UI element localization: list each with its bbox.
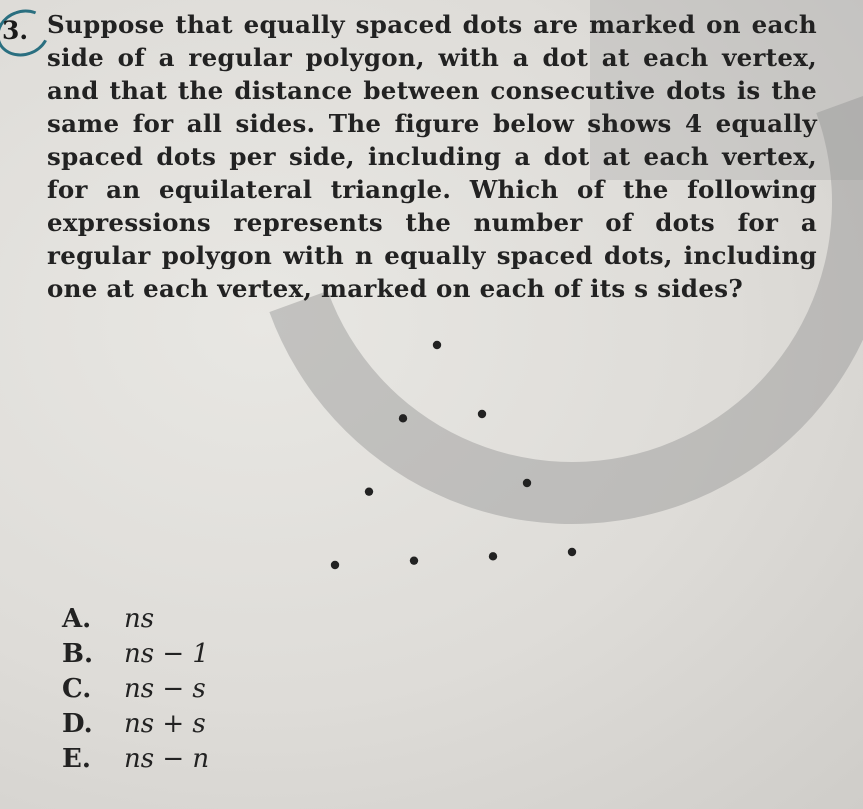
choice-b-letter: B. (62, 639, 94, 669)
choice-e-expression: ns − n (124, 744, 210, 774)
choice-b-expression: ns − 1 (124, 639, 209, 669)
choice-c[interactable] (62, 674, 209, 709)
triangle-dot (478, 410, 486, 418)
triangle-dot (489, 552, 497, 560)
question-stem: Suppose that equally spaced dots are marked on each side of a regular polygon, with a dot at each vertex, and that the distance between consecutive dots is the same for all sides. The figure below shows 4 equally spaced dots per side, including a dot at each vertex, for an equilateral triangle. Which of the following expressions represents the number of dots for a regular polygon with n equally spaced dots, including one at each vertex, marked on each of its s sides? (47, 10, 817, 303)
triangle-dot (523, 479, 531, 487)
triangle-dot (433, 341, 441, 349)
choice-a-expression: ns (124, 604, 155, 634)
choice-d-expression: ns + s (124, 709, 206, 739)
choice-d-letter: D. (62, 709, 93, 739)
choice-a-letter: A. (62, 604, 92, 634)
choice-c-expression: ns − s (124, 674, 206, 704)
choice-e-letter: E. (62, 744, 91, 774)
triangle-dot (331, 561, 339, 569)
triangle-dot (410, 556, 418, 564)
choice-a[interactable] (62, 604, 209, 639)
choice-d[interactable] (62, 709, 209, 744)
choice-e[interactable] (62, 744, 209, 779)
answer-choices (62, 604, 209, 779)
choice-b[interactable] (62, 639, 209, 674)
choice-c-letter: C. (62, 674, 92, 704)
question-number: 3. (2, 16, 29, 45)
triangle-dot (399, 414, 407, 422)
triangle-dot (568, 548, 576, 556)
triangle-dot (365, 487, 373, 495)
